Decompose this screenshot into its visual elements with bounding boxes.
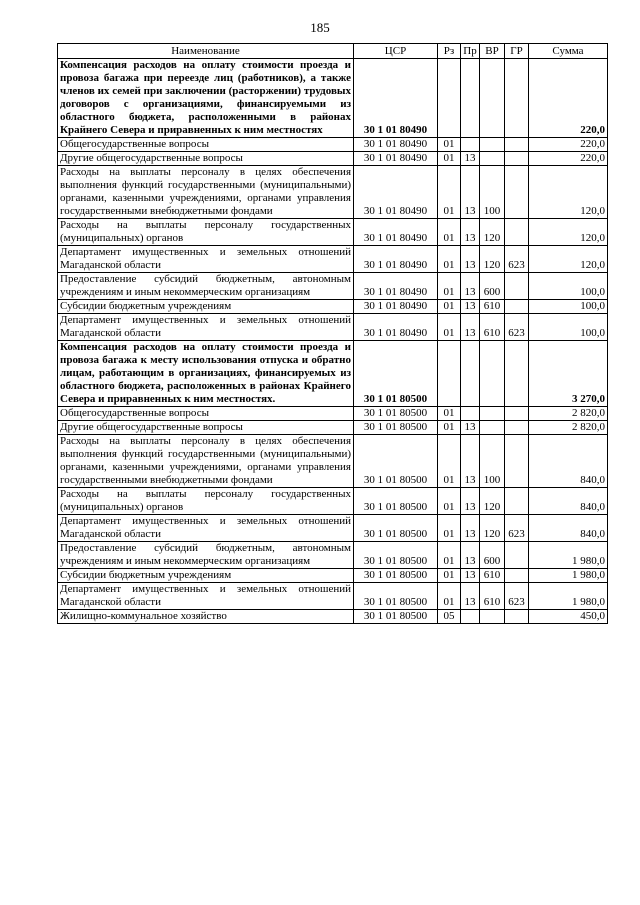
header-csr: ЦСР (354, 44, 438, 59)
cell-pr (461, 407, 480, 421)
cell-sum: 100,0 (529, 300, 608, 314)
cell-pr: 13 (461, 583, 480, 610)
cell-name: Департамент имущественных и земельных отношений Магаданской области (58, 515, 354, 542)
cell-sum: 220,0 (529, 152, 608, 166)
cell-gr (505, 421, 529, 435)
cell-sum: 1 980,0 (529, 542, 608, 569)
cell-pr: 13 (461, 246, 480, 273)
cell-name: Жилищно-коммунальное хозяйство (58, 610, 354, 624)
cell-vr (480, 407, 505, 421)
cell-pr: 13 (461, 435, 480, 488)
cell-vr (480, 59, 505, 138)
cell-vr (480, 610, 505, 624)
cell-vr (480, 421, 505, 435)
cell-sum: 120,0 (529, 219, 608, 246)
cell-csr: 30 1 01 80500 (354, 421, 438, 435)
budget-table (57, 43, 608, 624)
cell-sum: 100,0 (529, 273, 608, 300)
cell-pr (461, 59, 480, 138)
cell-name: Компенсация расходов на оплату стоимости проезда и провоза багажа к месту использования отпуска и обратно лицам, работающим в организациях, финансируемых из областного бюджета, расположенных в районах Крайнего Севера и приравненных к ним местностях. (58, 341, 354, 407)
cell-csr: 30 1 01 80490 (354, 59, 438, 138)
cell-sum: 840,0 (529, 488, 608, 515)
table-row (58, 542, 608, 569)
cell-sum: 3 270,0 (529, 341, 608, 407)
cell-rz: 01 (438, 542, 461, 569)
cell-pr (461, 138, 480, 152)
cell-rz: 01 (438, 246, 461, 273)
cell-name: Департамент имущественных и земельных отношений Магаданской области (58, 314, 354, 341)
table-row (58, 219, 608, 246)
cell-csr: 30 1 01 80500 (354, 407, 438, 421)
table-row (58, 246, 608, 273)
cell-csr: 30 1 01 80490 (354, 152, 438, 166)
cell-gr (505, 341, 529, 407)
cell-name: Расходы на выплаты персоналу государственных (муниципальных) органов (58, 488, 354, 515)
cell-rz: 01 (438, 273, 461, 300)
table-row (58, 152, 608, 166)
cell-pr: 13 (461, 300, 480, 314)
cell-vr: 120 (480, 246, 505, 273)
cell-sum: 450,0 (529, 610, 608, 624)
table-row (58, 569, 608, 583)
header-pr: Пр (461, 44, 480, 59)
cell-pr: 13 (461, 273, 480, 300)
cell-vr: 100 (480, 435, 505, 488)
table-row (58, 488, 608, 515)
table-row (58, 166, 608, 219)
cell-name: Расходы на выплаты персоналу государственных (муниципальных) органов (58, 219, 354, 246)
table-header-row (58, 44, 608, 59)
cell-rz: 01 (438, 583, 461, 610)
cell-sum: 2 820,0 (529, 407, 608, 421)
table-row (58, 610, 608, 624)
cell-pr: 13 (461, 488, 480, 515)
cell-csr: 30 1 01 80490 (354, 273, 438, 300)
table-row (58, 515, 608, 542)
cell-pr (461, 341, 480, 407)
cell-sum: 100,0 (529, 314, 608, 341)
cell-name: Расходы на выплаты персоналу в целях обеспечения выполнения функций государственными (муниципальными) органами, казенными учреждениями, органами управления государственными внебюджетными фондами (58, 166, 354, 219)
cell-vr: 600 (480, 542, 505, 569)
cell-rz: 01 (438, 300, 461, 314)
cell-name: Другие общегосударственные вопросы (58, 421, 354, 435)
cell-rz: 05 (438, 610, 461, 624)
cell-pr: 13 (461, 314, 480, 341)
cell-sum: 120,0 (529, 246, 608, 273)
cell-vr: 610 (480, 300, 505, 314)
cell-gr (505, 273, 529, 300)
cell-rz: 01 (438, 421, 461, 435)
cell-name: Субсидии бюджетным учреждениям (58, 569, 354, 583)
cell-gr: 623 (505, 583, 529, 610)
cell-csr: 30 1 01 80490 (354, 219, 438, 246)
table-row (58, 273, 608, 300)
cell-rz: 01 (438, 152, 461, 166)
cell-pr: 13 (461, 152, 480, 166)
cell-rz: 01 (438, 219, 461, 246)
cell-pr: 13 (461, 569, 480, 583)
cell-csr: 30 1 01 80490 (354, 300, 438, 314)
cell-vr: 120 (480, 488, 505, 515)
cell-name: Департамент имущественных и земельных отношений Магаданской области (58, 583, 354, 610)
cell-vr: 610 (480, 314, 505, 341)
cell-gr (505, 610, 529, 624)
cell-csr: 30 1 01 80490 (354, 166, 438, 219)
cell-rz: 01 (438, 407, 461, 421)
header-name: Наименование (58, 44, 354, 59)
cell-csr: 30 1 01 80490 (354, 246, 438, 273)
cell-rz: 01 (438, 569, 461, 583)
cell-name: Компенсация расходов на оплату стоимости проезда и провоза багажа при переезде лиц (работников), а также членов их семей при заключении (расторжении) трудовых договоров с организациями, финансируемыми из областного бюджета, расположенными в районах Крайнего Севера и приравненных к ним местностях (58, 59, 354, 138)
cell-vr: 610 (480, 569, 505, 583)
table-row (58, 407, 608, 421)
cell-vr: 610 (480, 583, 505, 610)
cell-gr (505, 569, 529, 583)
table-row (58, 138, 608, 152)
cell-pr: 13 (461, 219, 480, 246)
table-body (58, 59, 608, 624)
header-rz: Рз (438, 44, 461, 59)
cell-sum: 1 980,0 (529, 583, 608, 610)
cell-csr: 30 1 01 80500 (354, 435, 438, 488)
cell-sum: 220,0 (529, 59, 608, 138)
header-vr: ВР (480, 44, 505, 59)
cell-vr (480, 341, 505, 407)
table-row (58, 314, 608, 341)
cell-sum: 840,0 (529, 435, 608, 488)
cell-gr (505, 59, 529, 138)
cell-gr (505, 166, 529, 219)
cell-gr: 623 (505, 515, 529, 542)
table-row (58, 435, 608, 488)
cell-gr (505, 138, 529, 152)
cell-vr: 600 (480, 273, 505, 300)
cell-gr (505, 300, 529, 314)
cell-csr: 30 1 01 80500 (354, 515, 438, 542)
cell-gr (505, 488, 529, 515)
cell-name: Расходы на выплаты персоналу в целях обеспечения выполнения функций государственными (муниципальными) органами, казенными учреждениями, органами управления государственными внебюджетными фондами (58, 435, 354, 488)
table-row (58, 59, 608, 138)
cell-vr: 120 (480, 219, 505, 246)
cell-name: Предоставление субсидий бюджетным, автономным учреждениям и иным некоммерческим организациям (58, 273, 354, 300)
header-sum: Сумма (529, 44, 608, 59)
cell-pr: 13 (461, 515, 480, 542)
cell-name: Предоставление субсидий бюджетным, автономным учреждениям и иным некоммерческим организациям (58, 542, 354, 569)
cell-name: Общегосударственные вопросы (58, 407, 354, 421)
cell-gr (505, 542, 529, 569)
cell-name: Департамент имущественных и земельных отношений Магаданской области (58, 246, 354, 273)
cell-name: Субсидии бюджетным учреждениям (58, 300, 354, 314)
cell-vr: 100 (480, 166, 505, 219)
cell-vr: 120 (480, 515, 505, 542)
table-row (58, 421, 608, 435)
cell-rz: 01 (438, 435, 461, 488)
cell-csr: 30 1 01 80500 (354, 569, 438, 583)
cell-sum: 840,0 (529, 515, 608, 542)
cell-gr: 623 (505, 246, 529, 273)
cell-rz: 01 (438, 515, 461, 542)
cell-sum: 1 980,0 (529, 569, 608, 583)
cell-pr: 13 (461, 421, 480, 435)
cell-rz: 01 (438, 138, 461, 152)
cell-rz (438, 59, 461, 138)
cell-csr: 30 1 01 80490 (354, 314, 438, 341)
cell-rz: 01 (438, 488, 461, 515)
table-row (58, 341, 608, 407)
cell-csr: 30 1 01 80490 (354, 138, 438, 152)
cell-csr: 30 1 01 80500 (354, 583, 438, 610)
cell-sum: 120,0 (529, 166, 608, 219)
table-row (58, 300, 608, 314)
cell-name: Другие общегосударственные вопросы (58, 152, 354, 166)
cell-pr (461, 610, 480, 624)
cell-rz: 01 (438, 166, 461, 219)
cell-vr (480, 138, 505, 152)
cell-csr: 30 1 01 80500 (354, 542, 438, 569)
table-row (58, 583, 608, 610)
header-gr: ГР (505, 44, 529, 59)
cell-csr: 30 1 01 80500 (354, 610, 438, 624)
cell-gr (505, 152, 529, 166)
cell-gr (505, 407, 529, 421)
cell-gr (505, 219, 529, 246)
cell-gr (505, 435, 529, 488)
cell-vr (480, 152, 505, 166)
cell-gr: 623 (505, 314, 529, 341)
cell-sum: 220,0 (529, 138, 608, 152)
cell-name: Общегосударственные вопросы (58, 138, 354, 152)
cell-csr: 30 1 01 80500 (354, 488, 438, 515)
cell-rz (438, 341, 461, 407)
cell-csr: 30 1 01 80500 (354, 341, 438, 407)
cell-pr: 13 (461, 166, 480, 219)
cell-pr: 13 (461, 542, 480, 569)
page-number: 185 (310, 20, 330, 35)
cell-rz: 01 (438, 314, 461, 341)
cell-sum: 2 820,0 (529, 421, 608, 435)
